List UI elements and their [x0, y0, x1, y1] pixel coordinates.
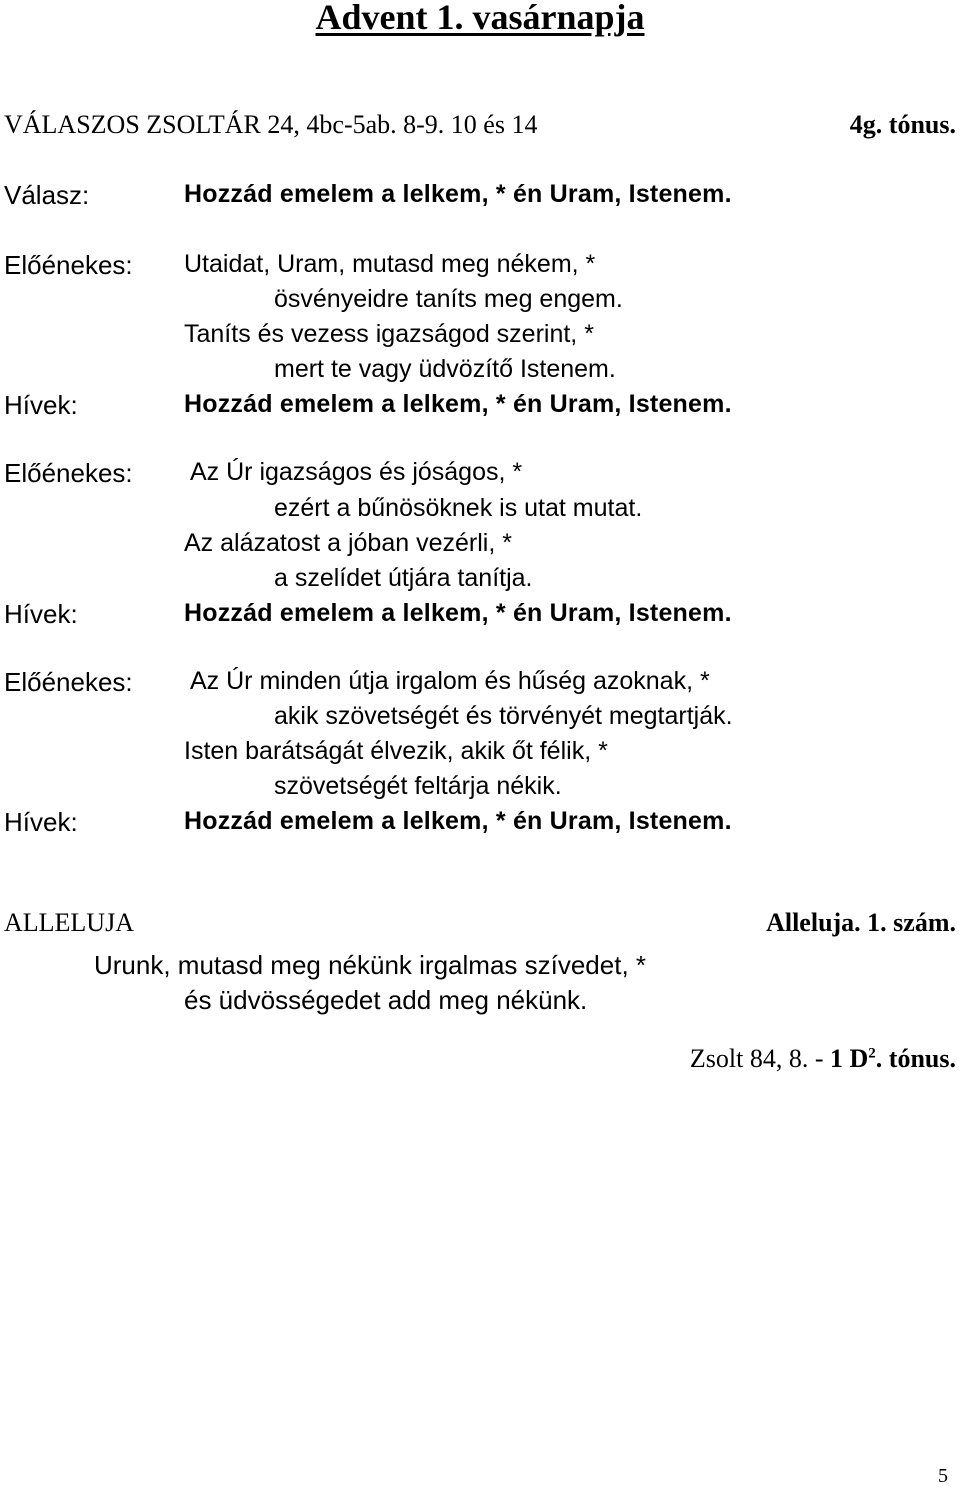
people-refrain: Hozzád emelem a lelkem, * én Uram, Istenem. [184, 599, 732, 627]
people-refrain: Hozzád emelem a lelkem, * én Uram, Istenem. [184, 390, 732, 418]
verse-line: akik szövetségét és törvényét megtartják. [274, 702, 733, 730]
psalm-tone: 4g. tónus. [849, 110, 956, 139]
people-label: Hívek: [4, 390, 78, 420]
verse-line: ösvényeidre taníts meg engem. [274, 285, 623, 313]
page-number: 5 [938, 1465, 948, 1487]
cantor-label: Előénekes: [4, 458, 133, 488]
verse-line: Utaidat, Uram, mutasd meg nékem, * [184, 250, 596, 278]
reference-tone-superscript: 2 [868, 1045, 876, 1062]
verse-line: mert te vagy üdvözítő Istenem. [274, 355, 616, 383]
verse-line: ezért a bűnösöknek is utat mutat. [274, 494, 643, 522]
page-title: Advent 1. vasárnapja [315, 0, 645, 37]
verse-line: Az Úr minden útja irgalom és hűség azoknak, * [190, 667, 710, 695]
verse-line: Isten barátságát élvezik, akik őt félik, * [184, 737, 608, 765]
verse-line: Taníts és vezess igazságod szerint, * [184, 320, 594, 348]
response-label: Válasz: [4, 180, 90, 210]
alleluia-heading: ALLELUJA [4, 908, 134, 937]
people-label: Hívek: [4, 807, 78, 837]
response-refrain: Hozzád emelem a lelkem, * én Uram, Istenem. [184, 180, 732, 208]
reference-tone: 1 D [830, 1044, 869, 1073]
psalm-heading: VÁLASZOS ZSOLTÁR 24, 4bc-5ab. 8-9. 10 és 14 [4, 110, 538, 139]
cantor-label: Előénekes: [4, 250, 133, 280]
alleluia-verse-line: Urunk, mutasd meg nékünk irgalmas szívedet, * [94, 950, 647, 980]
alleluia-verse-line: és üdvösségedet add meg nékünk. [184, 985, 588, 1015]
verse-line: Az Úr igazságos és jóságos, * [190, 458, 523, 486]
reference-tone-suffix: . tónus. [875, 1044, 956, 1073]
verse-line: szövetségét feltárja nékik. [274, 772, 562, 800]
verse-line: a szelídet útjára tanítja. [274, 564, 533, 592]
people-refrain: Hozzád emelem a lelkem, * én Uram, Istenem. [184, 807, 732, 835]
cantor-label: Előénekes: [4, 667, 133, 697]
verse-line: Az alázatost a jóban vezérli, * [184, 529, 512, 557]
reference-text: Zsolt 84, 8. - [689, 1044, 831, 1073]
people-label: Hívek: [4, 599, 78, 629]
alleluia-number: Alleluja. 1. szám. [766, 908, 956, 937]
alleluia-reference [690, 1044, 956, 1074]
